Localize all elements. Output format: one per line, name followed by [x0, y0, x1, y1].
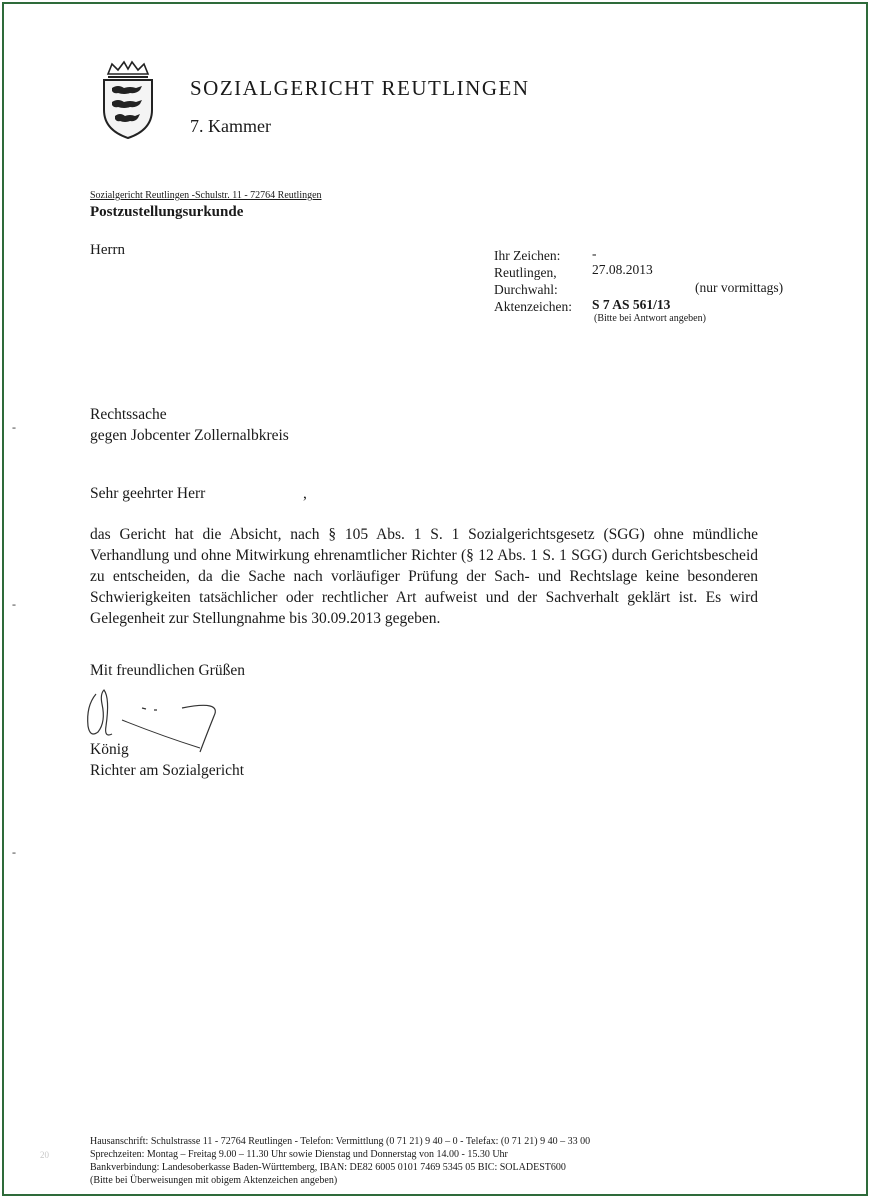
- letter-body: das Gericht hat die Absicht, nach § 105 Abs. 1 S. 1 Sozialgerichtsgesetz (SGG) ohne mündliche Verhandlung und ohne Mitwirkung ehrenamtlicher Richter (§ 12 Abs. 1 S. 1 SGG) durch Gerichtsbescheid zu entscheiden, da die Sache nach vorläufiger Prüfung der Sach- und Rechtslage keine besonderen Schwierigkeiten tatsächlicher oder rechtlicher Art aufweist und der Sachverhalt geklärt ist. Es wird Gelegenheit zur Stellungnahme bis 30.09.2013 gegeben.: [90, 526, 758, 627]
- footer-address: Hausanschrift: Schulstrasse 11 - 72764 Reutlingen - Telefon: Vermittlung (0 71 21) 9 40 – 0 - Telefax: (0 71 21) 9 40 – 33 00: [90, 1136, 591, 1147]
- aktenzeichen-note: (Bitte bei Antwort angeben): [594, 313, 706, 324]
- durchwahl-note: (nur vormittags): [695, 280, 784, 295]
- aktenzeichen-value: S 7 AS 561/13: [592, 297, 671, 312]
- margin-mark: -: [12, 845, 16, 859]
- footer-transfer-note: (Bitte bei Überweisungen mit obigem Aktenzeichen angeben): [90, 1175, 338, 1186]
- document-type: Postzustellungsurkunde: [90, 204, 244, 220]
- recipient: Herrn: [90, 242, 125, 258]
- salutation-comma: ,: [303, 485, 307, 502]
- signer-title: Richter am Sozialgericht: [90, 762, 245, 779]
- aktenzeichen-label: Aktenzeichen:: [494, 299, 572, 314]
- closing: Mit freundlichen Grüßen: [90, 662, 245, 679]
- sender-address-line: Sozialgericht Reutlingen -Schulstr. 11 - 72764 Reutlingen: [90, 190, 322, 201]
- place-label: Reutlingen,: [494, 265, 557, 280]
- subject-line-1: Rechtssache: [90, 406, 167, 423]
- letter-date: 27.08.2013: [592, 262, 653, 277]
- page-number: 20: [40, 1150, 49, 1160]
- court-name: SOZIALGERICHT REUTLINGEN: [190, 76, 530, 100]
- margin-mark: -: [12, 420, 16, 434]
- state-coat-of-arms-icon: [98, 60, 158, 140]
- margin-mark: -: [12, 597, 16, 611]
- footer-office-hours: Sprechzeiten: Montag – Freitag 9.00 – 11.30 Uhr sowie Dienstag und Donnerstag von 14.00 - 15.30 Uhr: [90, 1149, 508, 1160]
- footer-bank-details: Bankverbindung: Landesoberkasse Baden-Württemberg, IBAN: DE82 6005 0101 7469 5345 05 BIC: SOLADEST600: [90, 1162, 566, 1173]
- signer-name: König: [90, 741, 129, 758]
- ihr-zeichen-value: -: [592, 246, 597, 261]
- chamber-name: 7. Kammer: [190, 116, 271, 136]
- subject-line-2: gegen Jobcenter Zollernalbkreis: [90, 427, 289, 444]
- ihr-zeichen-label: Ihr Zeichen:: [494, 248, 561, 263]
- durchwahl-label: Durchwahl:: [494, 282, 558, 297]
- salutation: Sehr geehrter Herr: [90, 485, 206, 502]
